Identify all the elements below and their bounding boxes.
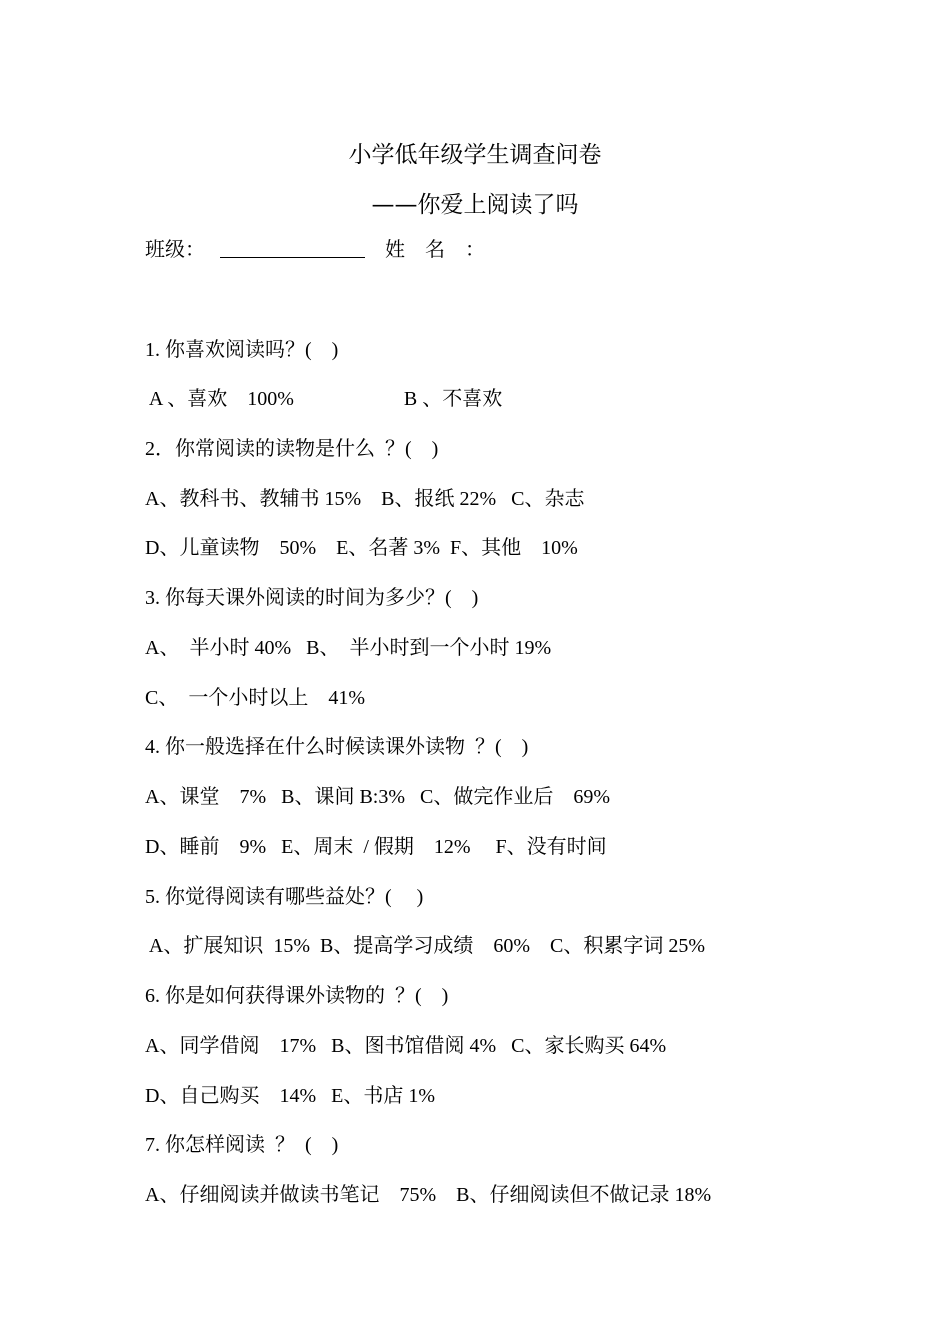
document-title: 小学低年级学生调查问卷 [348, 142, 602, 168]
question-6-options-b: D、自己购买 14% E、书店 1% [145, 1085, 435, 1107]
question-4-options-b: D、睡前 9% E、周末 / 假期 12% F、没有时间 [145, 836, 607, 858]
question-4-options-a: A、课堂 7% B、课间 B:3% C、做完作业后 69% [145, 786, 610, 808]
document-subtitle: ——你爱上阅读了吗 [371, 192, 579, 218]
question-6-options-a: A、同学借阅 17% B、图书馆借阅 4% C、家长购买 64% [145, 1035, 667, 1057]
question-2: 2．你常阅读的读物是什么 ？( ) [145, 438, 439, 460]
question-4: 4. 你一般选择在什么时候读课外读物 ？( ) [145, 736, 529, 758]
class-label: 班级： [145, 239, 205, 261]
question-3-options-a: A、 半小时 40% B、 半小时到一个小时 19% [145, 637, 552, 659]
class-blank [220, 237, 365, 258]
question-2-options-a: A、教科书、教辅书 15% B、报纸 22% C、杂志 [145, 488, 585, 510]
question-2-options-b: D、儿童读物 50% E、名著 3% F、其他 10% [145, 537, 578, 559]
info-line [145, 237, 485, 263]
question-5: 5. 你觉得阅读有哪些益处？( ) [145, 886, 424, 908]
question-1: 1. 你喜欢阅读吗？( ) [145, 339, 339, 361]
question-3: 3. 你每天课外阅读的时间为多少？( ) [145, 587, 479, 609]
question-3-options-b: C、 一个小时以上 41% [145, 687, 365, 709]
question-7: 7. 你怎样阅读 ？ ( ) [145, 1134, 339, 1156]
question-1-options: A 、喜欢 100% B 、不喜欢 [145, 388, 503, 410]
question-5-options: A、扩展知识 15% B、提高学习成绩 60% C、积累字词 25% [145, 935, 705, 957]
question-7-options: A、仔细阅读并做读书笔记 75% B、仔细阅读但不做记录 18% [145, 1184, 712, 1206]
question-6: 6. 你是如何获得课外读物的 ？( ) [145, 985, 449, 1007]
name-label: 姓 名 ： [385, 239, 485, 261]
